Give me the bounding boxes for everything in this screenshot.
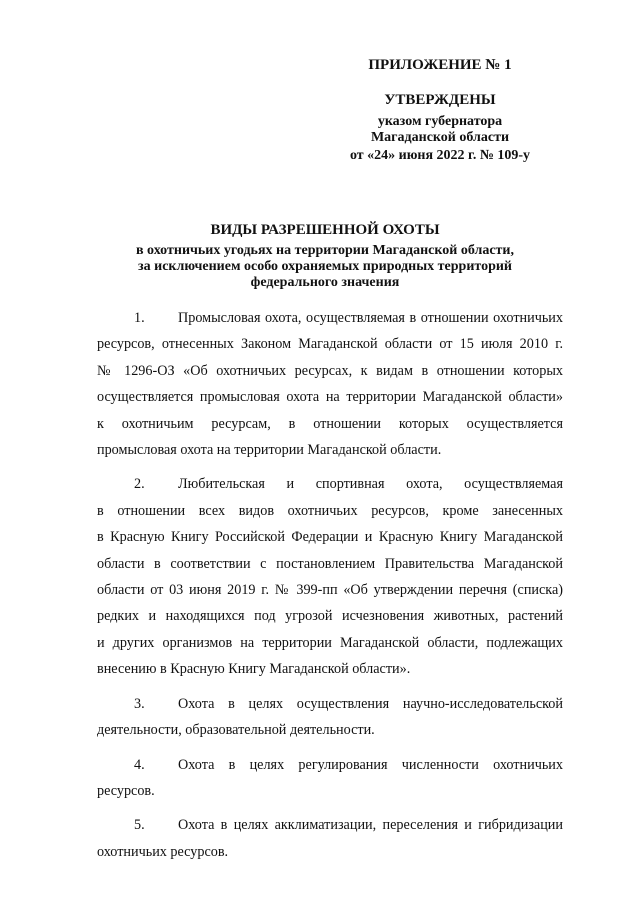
- list-item-text: Охота в целях осуществления научно-исследовательской: [178, 695, 563, 712]
- list-item-line: [97, 331, 563, 357]
- list-item-text: в отношении всех видов охотничьих ресурсов, кроме занесенных: [97, 502, 563, 519]
- document-title: ВИДЫ РАЗРЕШЕННОЙ ОХОТЫ: [210, 222, 440, 238]
- list-item: [97, 812, 563, 865]
- list-item-line: [97, 691, 563, 717]
- list-item-line: [97, 384, 563, 410]
- list-item-text: области от 03 июня 2019 г. № 399-пп «Об утверждении перечня (списка): [97, 582, 563, 599]
- list-item-line: [97, 812, 563, 838]
- decree-date: от «24» июня 2022 г. № 109-у: [349, 148, 531, 163]
- document-subtitle-line-2: за исключением особо охраняемых природных территорий: [138, 259, 512, 274]
- list-item-text: Любительская и спортивная охота, осуществляемая: [178, 476, 563, 493]
- document-subtitle-line-1: в охотничьих угодьях на территории Магаданской области,: [136, 243, 514, 258]
- list-item-line: [97, 524, 563, 550]
- list-item-text: внесению в Красную Книгу Магаданской области».: [97, 661, 411, 678]
- list-item-line: [97, 839, 563, 865]
- list-item-text: ресурсов, отнесенных Законом Магаданской области от 15 июля 2010 г.: [97, 336, 563, 353]
- list-item: [97, 305, 563, 463]
- list-item-line: [97, 630, 563, 656]
- document-subtitle-line-3: федерального значения: [250, 275, 400, 290]
- list-item-text: области в соответствии с постановлением Правительства Магаданской: [97, 555, 563, 572]
- list-item-line: [97, 437, 563, 463]
- list-item-text: осуществляется промысловая охота на территории Магаданской области»: [97, 389, 563, 406]
- list-item-line: [97, 305, 563, 331]
- list-item-number: 4.: [134, 756, 145, 773]
- list-item-number: 5.: [134, 817, 145, 834]
- list-item-number: 2.: [134, 476, 145, 493]
- appendix-label: ПРИЛОЖЕНИЕ № 1: [368, 57, 512, 73]
- list-item-line: [97, 717, 563, 743]
- list-item-text: Промысловая охота, осуществляемая в отношении охотничьих: [178, 310, 563, 326]
- list-item-line: [97, 551, 563, 577]
- list-item-line: [97, 411, 563, 437]
- list-item: [97, 752, 563, 805]
- list-item-text: промысловая охота на территории Магаданской области.: [97, 442, 442, 459]
- list-item: [97, 471, 563, 682]
- approved-region: Магаданской области: [370, 130, 510, 145]
- list-item-text: к охотничьим ресурсам, в отношении которых осуществляется: [97, 415, 563, 432]
- list-item-line: [97, 358, 563, 384]
- list-item-line: [97, 603, 563, 629]
- list-item-text: в Красную Книгу Российской Федерации и Красную Книгу Магаданской: [97, 529, 563, 546]
- approved-by-decree: указом губернатора: [377, 114, 503, 129]
- list-item-text: деятельности, образовательной деятельности.: [97, 722, 375, 739]
- list-item-text: ресурсов.: [97, 782, 155, 799]
- approved-label: УТВЕРЖДЕНЫ: [384, 92, 496, 108]
- list-item-line: [97, 471, 563, 497]
- list-item-line: [97, 577, 563, 603]
- list-item-text: Охота в целях регулирования численности охотничьих: [178, 756, 563, 773]
- list-item-number: 3.: [134, 695, 145, 712]
- hunting-types-list: [97, 305, 563, 873]
- list-item-text: редких и находящихся под угрозой исчезновения животных, растений: [97, 608, 563, 625]
- list-item-number: 1.: [134, 310, 145, 326]
- list-item-text: охотничьих ресурсов.: [97, 843, 229, 860]
- list-item: [97, 691, 563, 744]
- list-item-line: [97, 498, 563, 524]
- list-item-text: № 1296-ОЗ «Об охотничьих ресурсах, к видам в отношении которых: [97, 362, 563, 379]
- list-item-text: Охота в целях акклиматизации, переселения и гибридизации: [178, 817, 563, 834]
- list-item-line: [97, 752, 563, 778]
- list-item-line: [97, 778, 563, 804]
- list-item-line: [97, 656, 563, 682]
- list-item-text: и других организмов на территории Магаданской области, подлежащих: [97, 634, 563, 651]
